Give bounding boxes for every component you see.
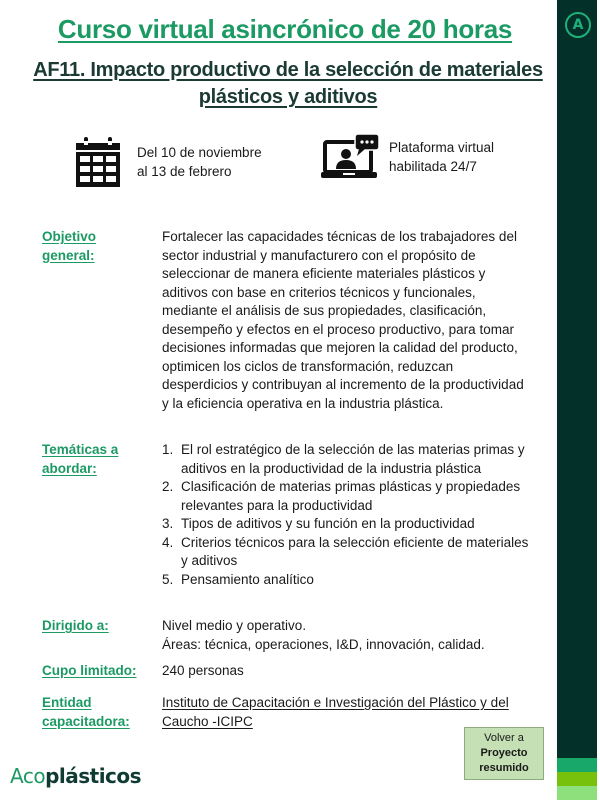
dirigido-line1: Nivel medio y operativo. [162,618,307,633]
cupo-row [42,662,542,681]
platform-text [389,138,494,176]
platform-line-2: habilitada 24/7 [389,159,477,174]
sidebar-logo-letter: A [572,17,584,33]
tematicas-label-line1: Temáticas a [42,442,119,457]
logo-part-aco: Aco [10,764,46,788]
dirigido-row [42,617,542,654]
objetivo-label-line1: Objetivo [42,229,97,244]
stripe-lime [557,772,597,786]
topic-item [162,571,532,590]
objetivo-label-line2: general: [42,247,95,263]
stripe-light-green [557,786,597,800]
platform-line-1: Plataforma virtual [389,140,495,155]
back-button-line2: Proyecto [480,747,528,759]
date-text [137,143,262,181]
dirigido-label: Dirigido a: [42,618,109,633]
dirigido-text [162,617,532,654]
date-line-1: Del 10 de noviembre [137,145,262,160]
topic-text: Tipos de aditivos y su función en la productividad [181,516,475,531]
brand-sidebar [557,0,597,800]
entidad-label [42,694,162,731]
topic-item [162,515,532,534]
dirigido-line2: Áreas: técnica, operaciones, I&D, innovación, calidad. [162,636,485,652]
topic-number: 4. [162,534,174,550]
topic-item [162,478,532,515]
topic-number: 1. [162,442,174,457]
entidad-label-line2: capacitadora: [42,713,130,729]
tematicas-row [42,441,542,589]
cupo-value: 240 personas [162,663,244,678]
cupo-label: Cupo limitado: [42,663,137,678]
topic-item [162,441,532,478]
page-title: Curso virtual asincrónico de 20 horas [57,14,513,44]
entidad-link[interactable]: Instituto de Capacitación e Investigación del Plástico y del Caucho -ICIPC [162,695,509,729]
course-subtitle: AF11. Impacto productivo de la selección de materiales plásticos y aditivos [33,59,543,108]
platform-info [321,134,494,180]
back-button-line1: Volver a [484,732,524,744]
topics-list [162,441,532,589]
entidad-row [42,694,542,731]
back-button-line3: resumido [479,762,529,774]
laptop-chat-icon [321,134,381,180]
topic-item [162,534,532,571]
topic-text: El rol estratégico de la selección de las materias primas y aditivos en la productividad de la industria plástica [181,442,525,476]
topic-text: Clasificación de materias primas plásticas y propiedades relevantes para la productividad [181,479,521,513]
topic-number: 3. [162,516,174,531]
topic-number: 5. [162,571,174,587]
calendar-icon [75,137,121,187]
topic-text: Criterios técnicos para la selección eficiente de materiales y aditivos [181,534,529,568]
objetivo-row [42,228,542,413]
stripe-teal [557,758,597,772]
date-line-2: al 13 de febrero [137,164,232,179]
entidad-label-line1: Entidad [42,695,92,710]
tematicas-label [42,441,162,589]
acoplasticos-logo [10,764,141,788]
date-info [75,137,262,187]
tematicas-label-line2: abordar: [42,460,97,476]
logo-part-plasticos: plásticos [45,764,142,788]
topic-text: Pensamiento analítico [181,571,314,587]
objetivo-label [42,228,162,413]
back-to-project-button[interactable] [464,727,544,780]
objetivo-text: Fortalecer las capacidades técnicas de los trabajadores del sector industrial y manufacturero con el propósito de seleccionar de manera eficiente materiales plásticos y aditivos con base en criterios técnicos y funcionales, mediante el análisis de sus propiedades, clasificación, desempeño y efectos en el proceso productivo, para tomar decisiones informadas que mejoren la calidad del producto, optimicen los ciclos de transformación, reduzcan desperdicios y contribuyan al incremento de la productividad y la eficiencia operativa en la industria plástica. [162,229,524,411]
topic-number: 2. [162,479,174,494]
